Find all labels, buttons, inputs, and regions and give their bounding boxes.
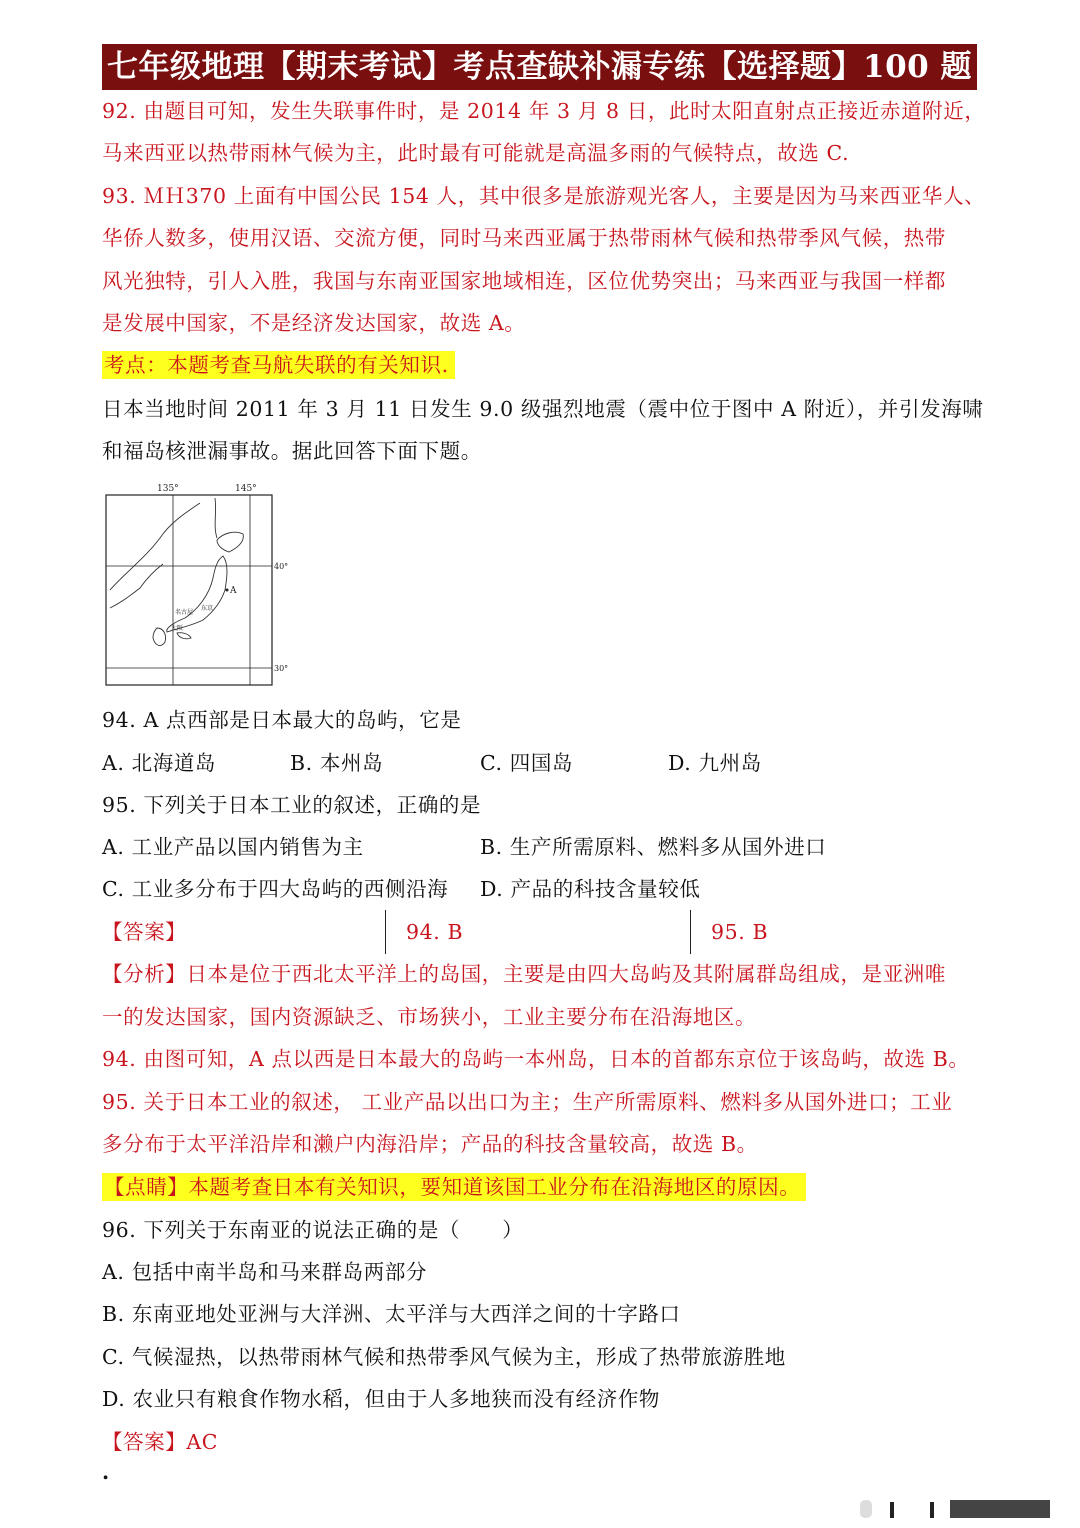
point-a-marker <box>226 589 229 592</box>
sakhalin-outline <box>215 498 217 538</box>
analysis-95-line1: 95. 关于日本工业的叙述， 工业产品以出口为主；生产所需原料、燃料多从国外进口；工业 <box>102 1090 953 1114</box>
japan-map <box>105 478 290 688</box>
analysis-fx-line1: 【分析】日本是位于西北太平洋上的岛国，主要是由四大岛屿及其附属群岛组成，是亚洲唯 <box>102 962 946 986</box>
q95-option-c: C. 工业多分布于四大岛屿的西侧沿海 <box>102 877 449 901</box>
korea-coast <box>110 564 163 608</box>
kaodian-highlight: 考点：本题考查马航失联的有关知识. <box>102 351 455 379</box>
kaodian-note <box>102 351 455 379</box>
answer-96-label: 【答案】 <box>102 1430 187 1454</box>
question-95: 95. 下列关于日本工业的叙述，正确的是 <box>102 793 482 817</box>
bottom-edge-artifact <box>860 1498 1060 1520</box>
answer-94: 94. B <box>406 920 464 944</box>
analysis-95-line2: 多分布于太平洋沿岸和濑户内海沿岸；产品的科技含量较高，故选 B。 <box>102 1132 758 1156</box>
shikoku-outline <box>177 633 191 639</box>
dianjing-note <box>102 1173 806 1201</box>
dianjing-highlight: 【点睛】本题考查日本有关知识，要知道该国工业分布在沿海地区的原因。 <box>102 1173 806 1201</box>
context-line1: 日本当地时间 2011 年 3 月 11 日发生 9.0 级强烈地震（震中位于图中 A 附近），并引发海啸 <box>102 397 984 421</box>
analysis-94-line: 94. 由图可知，A 点以西是日本最大的岛屿一本州岛，日本的首都东京位于该岛屿，故选 B。 <box>102 1047 970 1071</box>
lon-145-label: 145° <box>235 484 257 494</box>
q95-option-b: B. 生产所需原料、燃料多从国外进口 <box>480 835 827 859</box>
q94-option-c: C. 四国岛 <box>480 751 574 775</box>
q96-option-a: A. 包括中南半岛和马来群岛两部分 <box>102 1260 428 1284</box>
lat-40-label: 40° <box>274 562 289 571</box>
analysis-93-line4: 是发展中国家，不是经济发达国家，故选 A。 <box>102 311 526 335</box>
q94-option-a: A. 北海道岛 <box>102 751 217 775</box>
analysis-92-line1: 92. 由题目可知，发生失联事件时，是 2014 年 3 月 8 日，此时太阳直射点正接近赤道附近， <box>102 99 986 123</box>
answer-label: 【答案】 <box>102 920 187 944</box>
q94-option-d: D. 九州岛 <box>668 751 762 775</box>
q95-option-d: D. 产品的科技含量较低 <box>480 877 701 901</box>
answer-95: 95. B <box>711 920 769 944</box>
context-line2: 和福岛核泄漏事故。据此回答下面下题。 <box>102 439 482 463</box>
q96-option-b: B. 东南亚地处亚洲与大洋洲、太平洋与大西洋之间的十字路口 <box>102 1302 681 1326</box>
analysis-93-line2: 华侨人数多，使用汉语、交流方便，同时马来西亚属于热带雨林气候和热带季风气候，热带 <box>102 226 946 250</box>
kyushu-outline <box>153 628 166 645</box>
lon-135-label: 135° <box>157 484 179 494</box>
mainland-coast <box>110 503 200 590</box>
answer-divider-2 <box>690 910 691 954</box>
q94-option-b: B. 本州岛 <box>290 751 384 775</box>
answer-96-value: AC <box>186 1430 219 1454</box>
question-94: 94. A 点西部是日本最大的岛屿，它是 <box>102 708 462 732</box>
q96-option-c: C. 气候湿热，以热带雨林气候和热带季风气候为主，形成了热带旅游胜地 <box>102 1345 786 1369</box>
lat-30-label: 30° <box>274 664 289 673</box>
analysis-92-line2: 马来西亚以热带雨林气候为主，此时最有可能就是高温多雨的气候特点，故选 C. <box>102 141 850 165</box>
analysis-fx-line2: 一的发达国家，国内资源缺乏、市场狭小，工业主要分布在沿海地区。 <box>102 1005 757 1029</box>
document-title: 七年级地理【期末考试】考点查缺补漏专练【选择题】100 题 <box>102 44 977 90</box>
city-tokyo-label: 东京 <box>201 605 214 612</box>
hokkaido-outline <box>217 532 243 552</box>
question-96: 96. 下列关于东南亚的说法正确的是（ ） <box>102 1218 524 1242</box>
analysis-93-line1: 93. ＭＨ370 上面有中国公民 154 人，其中很多是旅游观光客人，主要是因为马来西亚华人、 <box>102 184 986 208</box>
q95-option-a: A. 工业产品以国内销售为主 <box>102 835 364 859</box>
city-osaka-label: 大阪 <box>171 625 184 632</box>
honshu-outline <box>167 556 227 632</box>
city-nagoya-label: 名古屋 <box>175 609 194 616</box>
analysis-93-line3: 风光独特，引人入胜，我国与东南亚国家地域相连，区位优势突出；马来西亚与我国一样都 <box>102 269 946 293</box>
answer-96 <box>102 1428 218 1456</box>
trailing-dot: . <box>102 1460 110 1484</box>
point-a-label: A <box>230 586 237 596</box>
q96-option-d: D. 农业只有粮食作物水稻，但由于人多地狭而没有经济作物 <box>102 1387 661 1411</box>
answer-divider-1 <box>385 910 386 954</box>
